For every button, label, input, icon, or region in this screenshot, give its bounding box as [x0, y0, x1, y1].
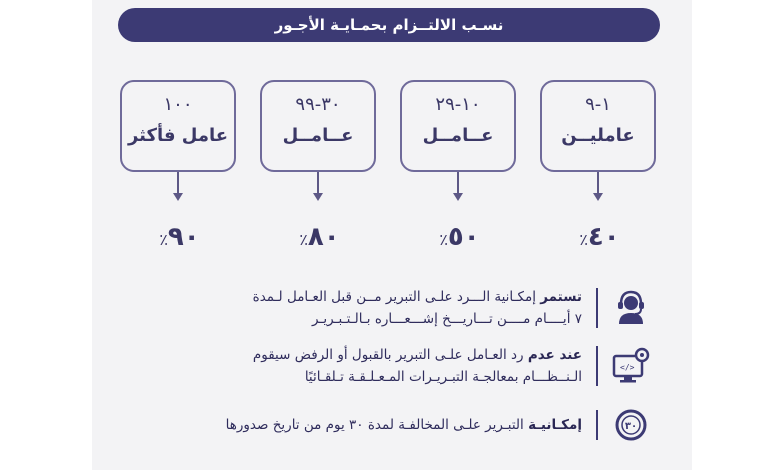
note-bold: تستمر — [540, 289, 582, 305]
percent-value: ٨٠ — [307, 222, 340, 252]
tier-box-100-plus — [120, 80, 236, 172]
connector-line — [317, 172, 319, 194]
percent-sign: ٪ — [579, 230, 588, 249]
note-line2: ٧ أيــــام مــــن تـــاريـــخ إشـــعـــاره بـالـتـبـريـر — [311, 311, 582, 327]
note-line1: التبـرير علـى المخالفـة لمدة ٣٠ يوم من تاريخ صدورها — [225, 417, 529, 433]
note-text — [152, 344, 582, 388]
tier-box-1-9 — [540, 80, 656, 172]
computer-gear-icon — [608, 343, 654, 389]
note-line1: إمكـانية الـــرد علـى التبرير مــن قبل العـامل لـمدة — [252, 289, 541, 305]
tier-unit: عامليــن — [561, 125, 635, 146]
note-row-auto-processing — [152, 343, 654, 389]
row-divider — [596, 288, 598, 328]
tier-box-10-29 — [400, 80, 516, 172]
headset-icon — [608, 285, 654, 331]
tier-range: ١-٩ — [585, 94, 611, 115]
tier-percent — [538, 222, 658, 252]
connector-line — [597, 172, 599, 194]
note-bold: عند عدم — [527, 347, 582, 363]
arrow-down-icon — [593, 193, 603, 201]
arrow-down-icon — [453, 193, 463, 201]
percent-value: ٤٠ — [587, 222, 620, 252]
tier-range: ١٠-٢٩ — [435, 94, 481, 115]
note-line2: الـنــظـــام بمعالجـة التبـريـرات المـعـلـقـة تـلقـائيًا — [304, 369, 582, 385]
row-divider — [596, 346, 598, 386]
svg-text:</>: </> — [620, 363, 635, 372]
percent-value: ٩٠ — [167, 222, 200, 252]
arrow-down-icon — [313, 193, 323, 201]
note-row-reply-period — [152, 285, 654, 331]
tier-range: ١٠٠ — [163, 94, 193, 115]
note-text — [152, 414, 582, 436]
row-divider — [596, 410, 598, 440]
page-title: نسـب الالتــزام بحمـايـة الأجـور — [274, 16, 504, 34]
percent-value: ٥٠ — [447, 222, 480, 252]
tier-box-30-99 — [260, 80, 376, 172]
tier-unit: عــامــل — [282, 125, 354, 146]
note-line1: رد العـامل علـى التبرير بالقبول أو الرفض سيقوم — [252, 347, 528, 363]
tier-percent — [118, 222, 238, 252]
timer-30-icon — [608, 402, 654, 448]
connector-line — [177, 172, 179, 194]
note-row-30-days — [152, 402, 654, 448]
tier-unit: عــامــل — [422, 125, 494, 146]
percent-sign: ٪ — [299, 230, 308, 249]
percent-sign: ٪ — [159, 230, 168, 249]
connector-line — [457, 172, 459, 194]
tier-range: ٣٠-٩٩ — [295, 94, 341, 115]
note-text — [152, 286, 582, 330]
arrow-down-icon — [173, 193, 183, 201]
tier-percent — [398, 222, 518, 252]
percent-sign: ٪ — [439, 230, 448, 249]
timer-badge-text: ٣٠ — [624, 421, 638, 432]
note-bold: إمكـانيـة — [528, 417, 582, 433]
tier-unit: عامل فأكثر — [127, 125, 229, 146]
tier-percent — [258, 222, 378, 252]
title-banner — [118, 8, 660, 42]
